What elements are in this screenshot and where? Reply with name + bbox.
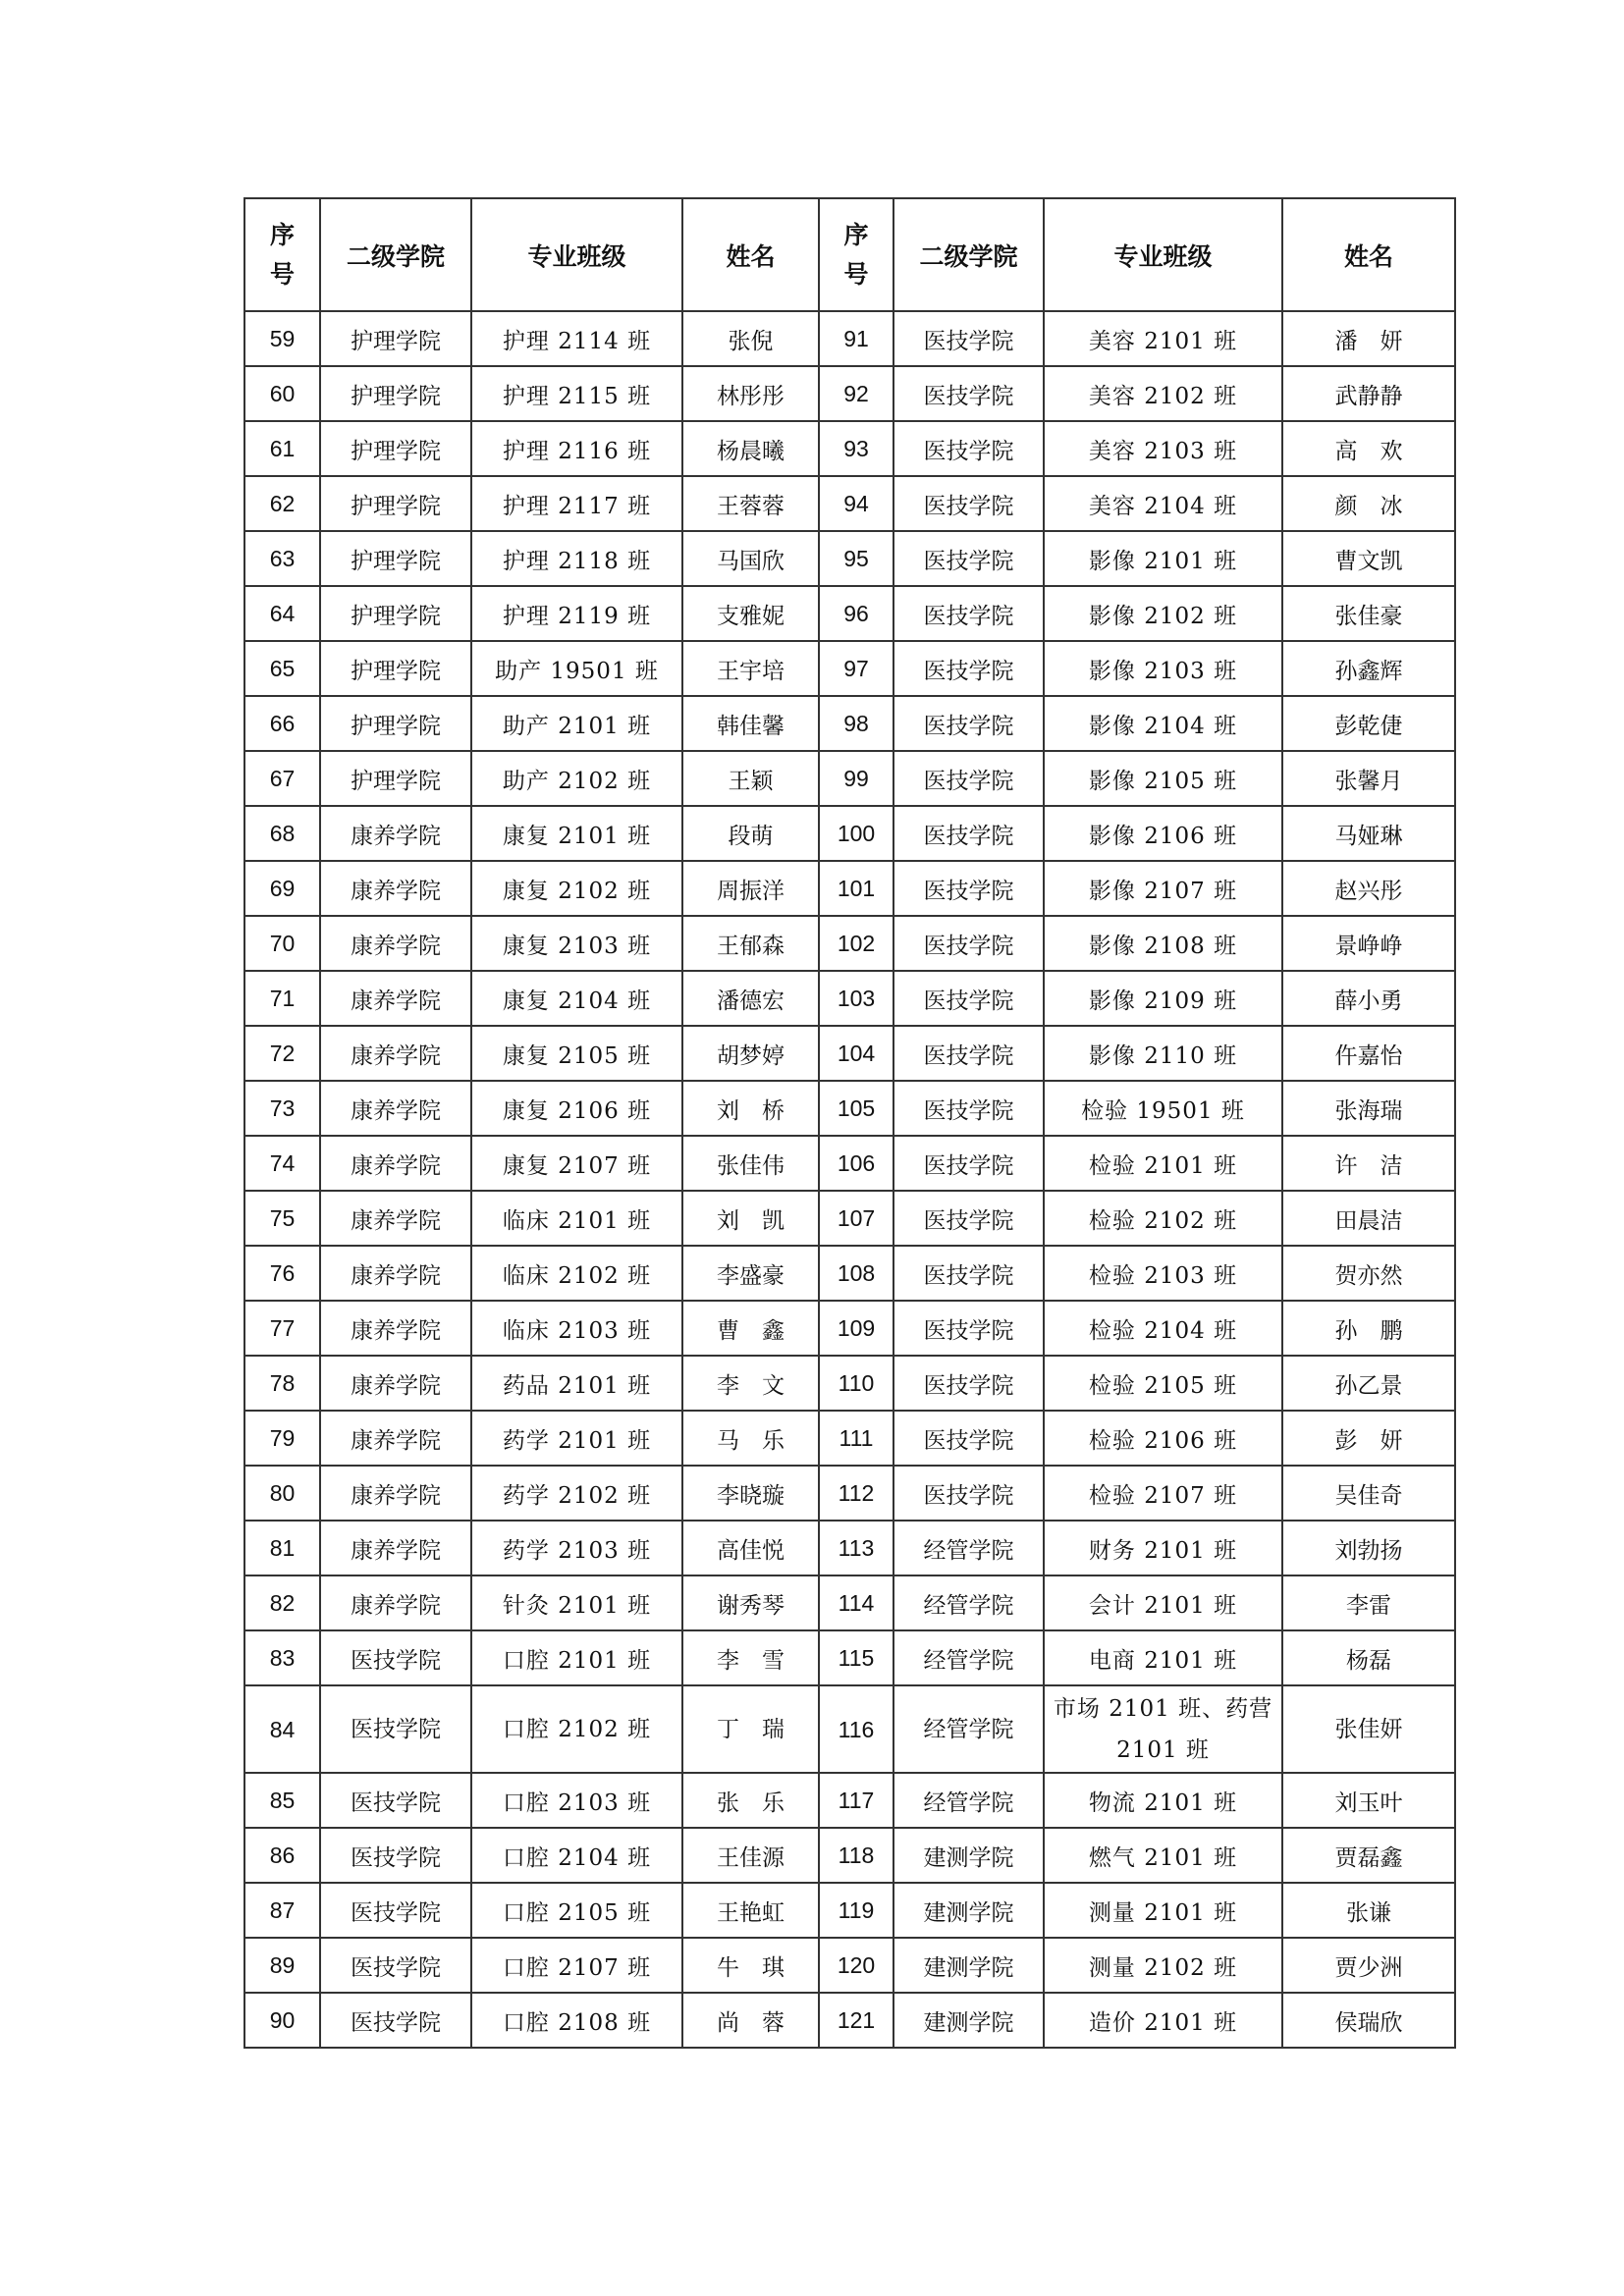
name-cell: 王宇培	[682, 641, 819, 696]
header-college-right: 二级学院	[893, 198, 1044, 311]
class-cell: 燃气 2101 班	[1044, 1828, 1282, 1883]
name-cell: 彭 妍	[1282, 1411, 1455, 1466]
name-cell: 赵兴彤	[1282, 861, 1455, 916]
class-cell: 口腔 2105 班	[471, 1883, 682, 1938]
seq-cell: 61	[244, 421, 320, 476]
header-college-left: 二级学院	[320, 198, 471, 311]
name-cell: 马国欣	[682, 531, 819, 586]
name-cell: 林彤彤	[682, 366, 819, 421]
class-cell: 影像 2101 班	[1044, 531, 1282, 586]
class-cell: 药品 2101 班	[471, 1356, 682, 1411]
college-cell: 医技学院	[893, 641, 1044, 696]
class-cell: 电商 2101 班	[1044, 1630, 1282, 1685]
table-row	[244, 1773, 1455, 1828]
name-cell: 吴佳奇	[1282, 1466, 1455, 1521]
class-cell: 康复 2107 班	[471, 1136, 682, 1191]
table-row	[244, 531, 1455, 586]
college-cell: 护理学院	[320, 366, 471, 421]
seq-cell: 120	[819, 1938, 893, 1993]
table-row	[244, 971, 1455, 1026]
class-cell: 口腔 2102 班	[471, 1685, 682, 1773]
name-cell: 刘玉叶	[1282, 1773, 1455, 1828]
name-cell: 仵嘉怡	[1282, 1026, 1455, 1081]
table-row	[244, 641, 1455, 696]
class-cell: 影像 2105 班	[1044, 751, 1282, 806]
name-cell: 李雷	[1282, 1575, 1455, 1630]
seq-cell: 91	[819, 311, 893, 366]
name-cell: 李盛豪	[682, 1246, 819, 1301]
college-cell: 医技学院	[320, 1993, 471, 2048]
college-cell: 护理学院	[320, 586, 471, 641]
header-name-left: 姓名	[682, 198, 819, 311]
name-cell: 许 洁	[1282, 1136, 1455, 1191]
seq-cell: 65	[244, 641, 320, 696]
class-cell: 测量 2102 班	[1044, 1938, 1282, 1993]
college-cell: 护理学院	[320, 696, 471, 751]
seq-cell: 93	[819, 421, 893, 476]
class-cell: 影像 2102 班	[1044, 586, 1282, 641]
table-row	[244, 1466, 1455, 1521]
class-cell: 康复 2105 班	[471, 1026, 682, 1081]
table-row	[244, 1026, 1455, 1081]
table-row	[244, 366, 1455, 421]
college-cell: 康养学院	[320, 1081, 471, 1136]
table-row	[244, 476, 1455, 531]
college-cell: 医技学院	[320, 1630, 471, 1685]
name-cell: 周振洋	[682, 861, 819, 916]
table-row	[244, 586, 1455, 641]
seq-cell: 70	[244, 916, 320, 971]
class-cell: 护理 2114 班	[471, 311, 682, 366]
header-seq-right	[819, 198, 893, 311]
name-cell: 田晨洁	[1282, 1191, 1455, 1246]
class-cell: 口腔 2107 班	[471, 1938, 682, 1993]
name-cell: 贾少洲	[1282, 1938, 1455, 1993]
table-row	[244, 1828, 1455, 1883]
header-name-right: 姓名	[1282, 198, 1455, 311]
name-cell: 支雅妮	[682, 586, 819, 641]
seq-cell: 98	[819, 696, 893, 751]
class-cell: 测量 2101 班	[1044, 1883, 1282, 1938]
name-cell: 段萌	[682, 806, 819, 861]
seq-cell: 94	[819, 476, 893, 531]
college-cell: 医技学院	[893, 1026, 1044, 1081]
college-cell: 医技学院	[893, 531, 1044, 586]
name-cell: 张 乐	[682, 1773, 819, 1828]
college-cell: 医技学院	[893, 806, 1044, 861]
header-label: 序 号	[843, 220, 869, 289]
college-cell: 医技学院	[320, 1828, 471, 1883]
college-cell: 医技学院	[893, 586, 1044, 641]
college-cell: 医技学院	[893, 1466, 1044, 1521]
college-cell: 医技学院	[893, 861, 1044, 916]
seq-cell: 63	[244, 531, 320, 586]
class-cell: 口腔 2108 班	[471, 1993, 682, 2048]
college-cell: 康养学院	[320, 971, 471, 1026]
college-cell: 康养学院	[320, 1246, 471, 1301]
table-row	[244, 806, 1455, 861]
seq-cell: 87	[244, 1883, 320, 1938]
name-cell: 杨晨曦	[682, 421, 819, 476]
name-cell: 王艳虹	[682, 1883, 819, 1938]
name-cell: 王蓉蓉	[682, 476, 819, 531]
class-cell: 美容 2102 班	[1044, 366, 1282, 421]
seq-cell: 107	[819, 1191, 893, 1246]
class-cell: 美容 2104 班	[1044, 476, 1282, 531]
seq-cell: 84	[244, 1685, 320, 1773]
seq-cell: 117	[819, 1773, 893, 1828]
name-cell: 潘 妍	[1282, 311, 1455, 366]
name-cell: 彭乾倢	[1282, 696, 1455, 751]
table-row	[244, 1938, 1455, 1993]
seq-cell: 95	[819, 531, 893, 586]
student-roster-table	[244, 197, 1456, 2049]
seq-cell: 76	[244, 1246, 320, 1301]
seq-cell: 104	[819, 1026, 893, 1081]
seq-cell: 64	[244, 586, 320, 641]
seq-cell: 97	[819, 641, 893, 696]
class-cell: 影像 2106 班	[1044, 806, 1282, 861]
table-row	[244, 916, 1455, 971]
college-cell: 康养学院	[320, 1026, 471, 1081]
college-cell: 医技学院	[893, 1081, 1044, 1136]
table-row	[244, 1993, 1455, 2048]
class-cell: 护理 2117 班	[471, 476, 682, 531]
seq-cell: 105	[819, 1081, 893, 1136]
college-cell: 医技学院	[320, 1773, 471, 1828]
name-cell: 李 雪	[682, 1630, 819, 1685]
seq-cell: 102	[819, 916, 893, 971]
name-cell: 颜 冰	[1282, 476, 1455, 531]
college-cell: 医技学院	[893, 1356, 1044, 1411]
college-cell: 康养学院	[320, 1411, 471, 1466]
name-cell: 牛 琪	[682, 1938, 819, 1993]
class-cell: 护理 2118 班	[471, 531, 682, 586]
name-cell: 胡梦婷	[682, 1026, 819, 1081]
class-cell: 影像 2109 班	[1044, 971, 1282, 1026]
header-class-right: 专业班级	[1044, 198, 1282, 311]
college-cell: 建测学院	[893, 1938, 1044, 1993]
college-cell: 医技学院	[320, 1883, 471, 1938]
name-cell: 李晓璇	[682, 1466, 819, 1521]
seq-cell: 69	[244, 861, 320, 916]
seq-cell: 86	[244, 1828, 320, 1883]
seq-cell: 108	[819, 1246, 893, 1301]
college-cell: 康养学院	[320, 1356, 471, 1411]
class-cell: 影像 2103 班	[1044, 641, 1282, 696]
college-cell: 康养学院	[320, 1575, 471, 1630]
seq-cell: 96	[819, 586, 893, 641]
table-row	[244, 1521, 1455, 1575]
college-cell: 康养学院	[320, 806, 471, 861]
class-cell: 药学 2102 班	[471, 1466, 682, 1521]
class-cell: 康复 2103 班	[471, 916, 682, 971]
college-cell: 康养学院	[320, 1466, 471, 1521]
class-cell: 检验 2105 班	[1044, 1356, 1282, 1411]
seq-cell: 85	[244, 1773, 320, 1828]
seq-cell: 71	[244, 971, 320, 1026]
seq-cell: 62	[244, 476, 320, 531]
name-cell: 尚 蓉	[682, 1993, 819, 2048]
table-row	[244, 421, 1455, 476]
class-cell: 影像 2108 班	[1044, 916, 1282, 971]
class-cell: 检验 19501 班	[1044, 1081, 1282, 1136]
seq-cell: 59	[244, 311, 320, 366]
seq-cell: 74	[244, 1136, 320, 1191]
class-cell: 临床 2101 班	[471, 1191, 682, 1246]
table-row	[244, 1191, 1455, 1246]
seq-cell: 100	[819, 806, 893, 861]
college-cell: 医技学院	[320, 1938, 471, 1993]
name-cell: 马 乐	[682, 1411, 819, 1466]
table-row	[244, 1411, 1455, 1466]
name-cell: 薛小勇	[1282, 971, 1455, 1026]
college-cell: 康养学院	[320, 1301, 471, 1356]
name-cell: 杨磊	[1282, 1630, 1455, 1685]
seq-cell: 67	[244, 751, 320, 806]
college-cell: 医技学院	[893, 1136, 1044, 1191]
class-cell: 市场 2101 班、药营 2101 班	[1044, 1685, 1282, 1773]
name-cell: 丁 瑞	[682, 1685, 819, 1773]
seq-cell: 78	[244, 1356, 320, 1411]
seq-cell: 113	[819, 1521, 893, 1575]
college-cell: 康养学院	[320, 1191, 471, 1246]
seq-cell: 109	[819, 1301, 893, 1356]
class-cell: 康复 2101 班	[471, 806, 682, 861]
name-cell: 曹 鑫	[682, 1301, 819, 1356]
seq-cell: 79	[244, 1411, 320, 1466]
college-cell: 建测学院	[893, 1883, 1044, 1938]
name-cell: 刘 桥	[682, 1081, 819, 1136]
class-cell: 临床 2102 班	[471, 1246, 682, 1301]
header-row	[244, 198, 1455, 311]
name-cell: 孙乙景	[1282, 1356, 1455, 1411]
table-row	[244, 1136, 1455, 1191]
college-cell: 医技学院	[893, 421, 1044, 476]
class-cell: 造价 2101 班	[1044, 1993, 1282, 2048]
college-cell: 医技学院	[893, 366, 1044, 421]
seq-cell: 90	[244, 1993, 320, 2048]
header-seq-left	[244, 198, 320, 311]
seq-cell: 68	[244, 806, 320, 861]
seq-cell: 89	[244, 1938, 320, 1993]
college-cell: 康养学院	[320, 1136, 471, 1191]
name-cell: 武静静	[1282, 366, 1455, 421]
seq-cell: 115	[819, 1630, 893, 1685]
college-cell: 医技学院	[893, 1411, 1044, 1466]
college-cell: 经管学院	[893, 1521, 1044, 1575]
name-cell: 张佳豪	[1282, 586, 1455, 641]
class-cell: 药学 2103 班	[471, 1521, 682, 1575]
name-cell: 高佳悦	[682, 1521, 819, 1575]
name-cell: 张谦	[1282, 1883, 1455, 1938]
table-row	[244, 696, 1455, 751]
class-cell: 临床 2103 班	[471, 1301, 682, 1356]
seq-cell: 106	[819, 1136, 893, 1191]
class-cell: 针灸 2101 班	[471, 1575, 682, 1630]
college-cell: 护理学院	[320, 311, 471, 366]
class-cell: 护理 2116 班	[471, 421, 682, 476]
class-cell: 口腔 2101 班	[471, 1630, 682, 1685]
class-cell: 财务 2101 班	[1044, 1521, 1282, 1575]
class-cell: 助产 19501 班	[471, 641, 682, 696]
name-cell: 贺亦然	[1282, 1246, 1455, 1301]
class-cell: 护理 2115 班	[471, 366, 682, 421]
class-cell: 药学 2101 班	[471, 1411, 682, 1466]
seq-cell: 99	[819, 751, 893, 806]
class-cell: 影像 2110 班	[1044, 1026, 1282, 1081]
seq-cell: 81	[244, 1521, 320, 1575]
table-row	[244, 751, 1455, 806]
college-cell: 康养学院	[320, 1521, 471, 1575]
college-cell: 建测学院	[893, 1828, 1044, 1883]
table-row	[244, 1883, 1455, 1938]
name-cell: 张倪	[682, 311, 819, 366]
table-row	[244, 861, 1455, 916]
seq-cell: 77	[244, 1301, 320, 1356]
college-cell: 医技学院	[893, 751, 1044, 806]
class-cell: 助产 2101 班	[471, 696, 682, 751]
seq-cell: 83	[244, 1630, 320, 1685]
seq-cell: 60	[244, 366, 320, 421]
seq-cell: 82	[244, 1575, 320, 1630]
class-cell: 检验 2101 班	[1044, 1136, 1282, 1191]
class-cell: 助产 2102 班	[471, 751, 682, 806]
class-cell: 检验 2106 班	[1044, 1411, 1282, 1466]
seq-cell: 110	[819, 1356, 893, 1411]
class-cell: 物流 2101 班	[1044, 1773, 1282, 1828]
class-cell: 康复 2102 班	[471, 861, 682, 916]
name-cell: 潘德宏	[682, 971, 819, 1026]
seq-cell: 111	[819, 1411, 893, 1466]
college-cell: 经管学院	[893, 1575, 1044, 1630]
name-cell: 马娅琳	[1282, 806, 1455, 861]
college-cell: 经管学院	[893, 1630, 1044, 1685]
table-row	[244, 1246, 1455, 1301]
seq-cell: 75	[244, 1191, 320, 1246]
class-cell: 影像 2104 班	[1044, 696, 1282, 751]
seq-cell: 101	[819, 861, 893, 916]
college-cell: 医技学院	[893, 971, 1044, 1026]
seq-cell: 80	[244, 1466, 320, 1521]
header-class-left: 专业班级	[471, 198, 682, 311]
college-cell: 护理学院	[320, 531, 471, 586]
college-cell: 护理学院	[320, 641, 471, 696]
college-cell: 经管学院	[893, 1773, 1044, 1828]
seq-cell: 119	[819, 1883, 893, 1938]
name-cell: 张海瑞	[1282, 1081, 1455, 1136]
name-cell: 王郁森	[682, 916, 819, 971]
class-cell: 美容 2101 班	[1044, 311, 1282, 366]
college-cell: 康养学院	[320, 916, 471, 971]
seq-cell: 92	[819, 366, 893, 421]
table-row	[244, 1356, 1455, 1411]
seq-cell: 103	[819, 971, 893, 1026]
seq-cell: 66	[244, 696, 320, 751]
college-cell: 医技学院	[320, 1685, 471, 1773]
name-cell: 景峥峥	[1282, 916, 1455, 971]
college-cell: 医技学院	[893, 1191, 1044, 1246]
name-cell: 孙 鹏	[1282, 1301, 1455, 1356]
seq-cell: 121	[819, 1993, 893, 2048]
college-cell: 医技学院	[893, 476, 1044, 531]
class-cell: 口腔 2103 班	[471, 1773, 682, 1828]
seq-cell: 73	[244, 1081, 320, 1136]
seq-cell: 118	[819, 1828, 893, 1883]
name-cell: 韩佳馨	[682, 696, 819, 751]
class-cell: 美容 2103 班	[1044, 421, 1282, 476]
class-cell: 会计 2101 班	[1044, 1575, 1282, 1630]
college-cell: 护理学院	[320, 751, 471, 806]
name-cell: 贾磊鑫	[1282, 1828, 1455, 1883]
table-row	[244, 1301, 1455, 1356]
name-cell: 刘 凯	[682, 1191, 819, 1246]
seq-cell: 116	[819, 1685, 893, 1773]
name-cell: 孙鑫辉	[1282, 641, 1455, 696]
class-cell: 检验 2104 班	[1044, 1301, 1282, 1356]
seq-cell: 112	[819, 1466, 893, 1521]
name-cell: 王颖	[682, 751, 819, 806]
college-cell: 医技学院	[893, 311, 1044, 366]
college-cell: 护理学院	[320, 421, 471, 476]
college-cell: 医技学院	[893, 696, 1044, 751]
seq-cell: 72	[244, 1026, 320, 1081]
class-cell: 康复 2106 班	[471, 1081, 682, 1136]
name-cell: 张馨月	[1282, 751, 1455, 806]
name-cell: 李 文	[682, 1356, 819, 1411]
seq-cell: 114	[819, 1575, 893, 1630]
table-row	[244, 1081, 1455, 1136]
college-cell: 建测学院	[893, 1993, 1044, 2048]
name-cell: 张佳妍	[1282, 1685, 1455, 1773]
class-cell: 康复 2104 班	[471, 971, 682, 1026]
name-cell: 侯瑞欣	[1282, 1993, 1455, 2048]
college-cell: 医技学院	[893, 1301, 1044, 1356]
class-cell: 护理 2119 班	[471, 586, 682, 641]
name-cell: 高 欢	[1282, 421, 1455, 476]
name-cell: 谢秀琴	[682, 1575, 819, 1630]
class-cell: 检验 2107 班	[1044, 1466, 1282, 1521]
table-row	[244, 311, 1455, 366]
header-label: 序 号	[269, 220, 295, 289]
college-cell: 医技学院	[893, 916, 1044, 971]
table-row	[244, 1575, 1455, 1630]
class-cell: 检验 2102 班	[1044, 1191, 1282, 1246]
roster-body	[244, 311, 1455, 2048]
class-cell: 口腔 2104 班	[471, 1828, 682, 1883]
class-cell: 检验 2103 班	[1044, 1246, 1282, 1301]
name-cell: 张佳伟	[682, 1136, 819, 1191]
college-cell: 经管学院	[893, 1685, 1044, 1773]
class-cell: 影像 2107 班	[1044, 861, 1282, 916]
table-row	[244, 1685, 1455, 1773]
name-cell: 曹文凯	[1282, 531, 1455, 586]
table-row	[244, 1630, 1455, 1685]
name-cell: 刘勃扬	[1282, 1521, 1455, 1575]
college-cell: 护理学院	[320, 476, 471, 531]
college-cell: 医技学院	[893, 1246, 1044, 1301]
name-cell: 王佳源	[682, 1828, 819, 1883]
college-cell: 康养学院	[320, 861, 471, 916]
